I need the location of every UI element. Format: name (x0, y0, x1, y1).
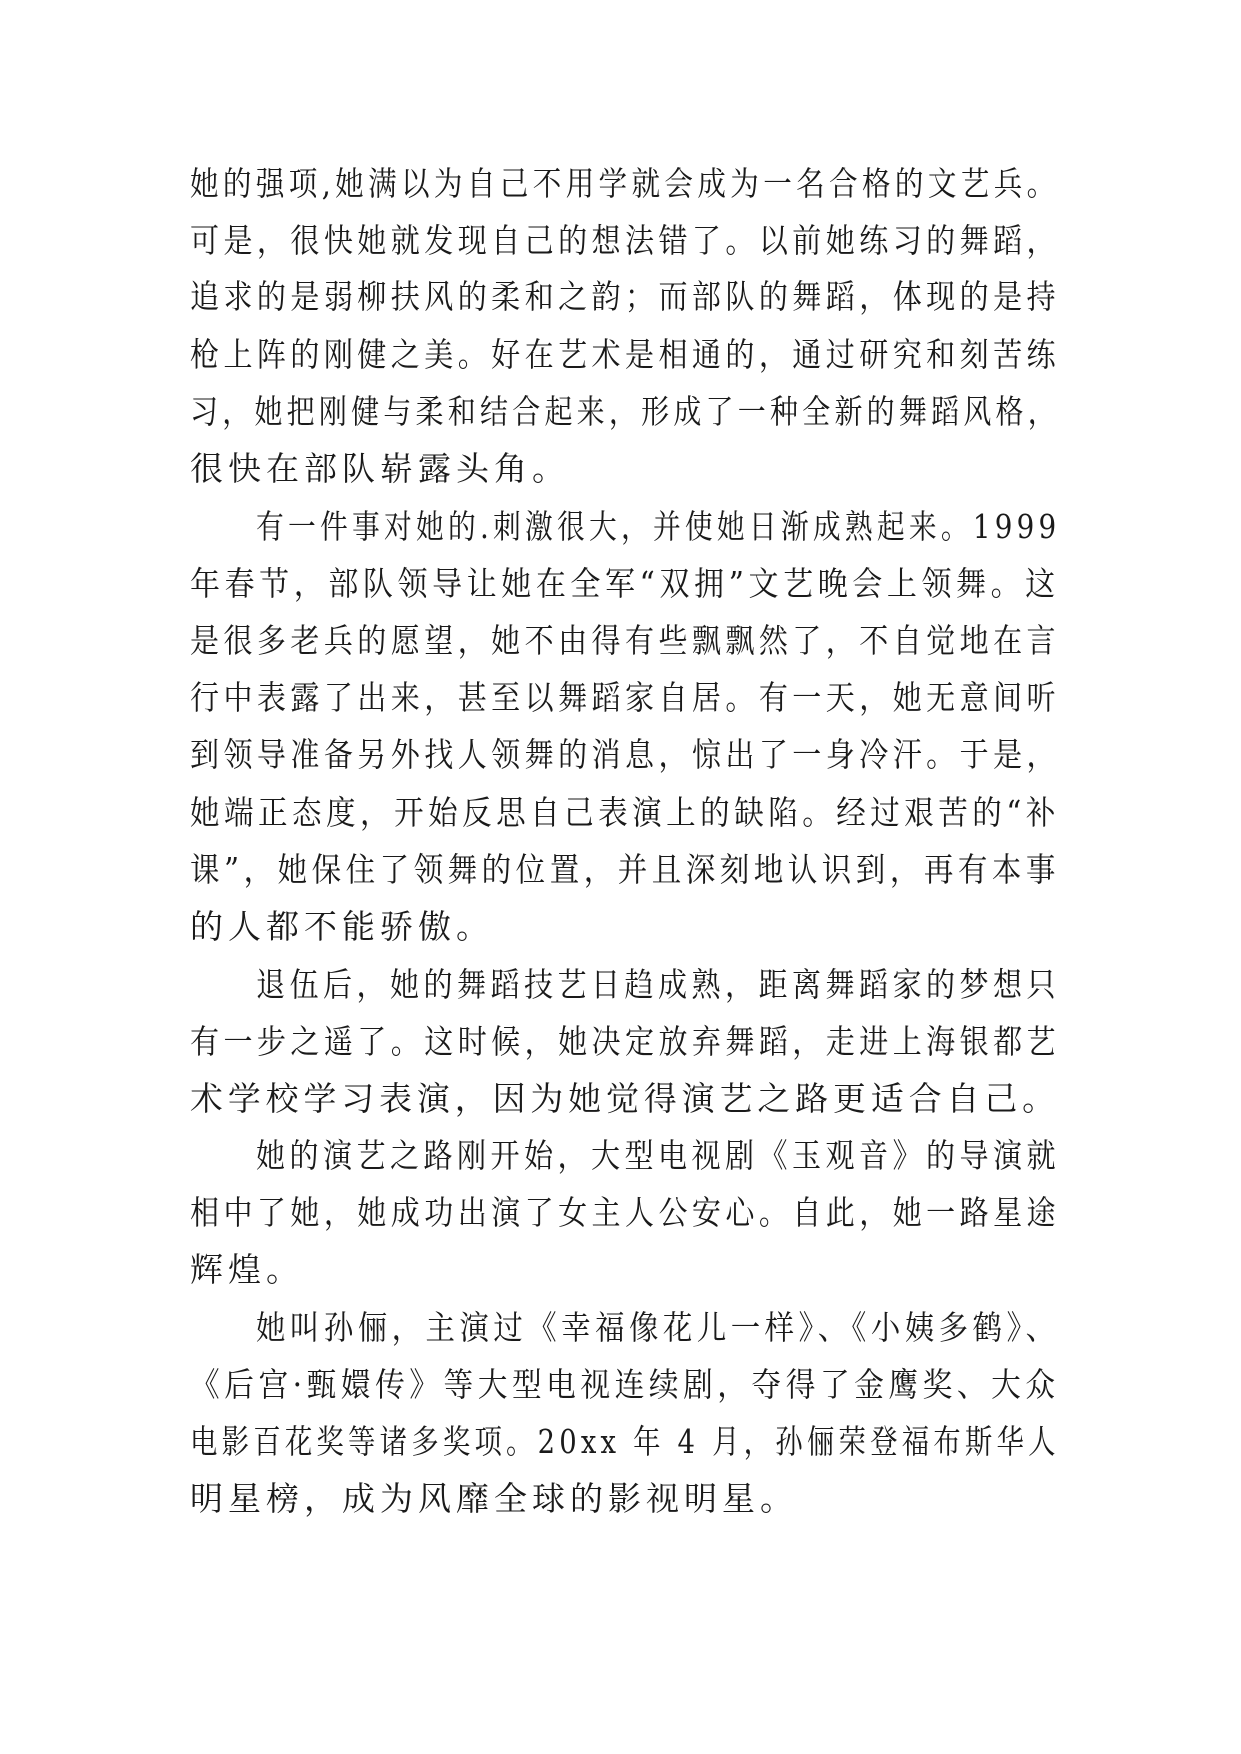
text-line: 有一件事对她的.刺激很大，并使她日渐成熟起来。1999 (256, 507, 1061, 546)
text-line: 她叫孙俪，主演过《幸福像花儿一样》、《小姨多鹤》、 (256, 1308, 1060, 1347)
text-line: 的人都不能骄傲。 (190, 907, 494, 946)
text-line: 很快在部队崭露头角。 (190, 449, 570, 488)
text-line: 辉煌。 (190, 1250, 304, 1289)
text-line: 课”，她保住了领舞的位置，并且深刻地认识到，再有本事 (190, 850, 1060, 889)
text-line: 行中表露了出来，甚至以舞蹈家自居。有一天，她无意间听 (190, 678, 1060, 717)
text-line: 她端正态度，开始反思自己表演上的缺陷。经过艰苦的“补 (190, 793, 1060, 832)
text-line: 有一步之遥了。这时候，她决定放弃舞蹈，走进上海银都艺 (190, 1022, 1060, 1061)
text-line: 术学校学习表演，因为她觉得演艺之路更适合自己。 (190, 1079, 1060, 1118)
text-line: 她的演艺之路刚开始，大型电视剧《玉观音》的导演就 (256, 1136, 1060, 1175)
text-line: 枪上阵的刚健之美。好在艺术是相通的，通过研究和刻苦练 (190, 335, 1060, 374)
text-line: 习，她把刚健与柔和结合起来，形成了一种全新的舞蹈风格， (190, 392, 1060, 431)
text-line: 追求的是弱柳扶风的柔和之韵；而部队的舞蹈，体现的是持 (190, 277, 1060, 316)
text-line: 明星榜，成为风靡全球的影视明星。 (190, 1479, 798, 1518)
text-line: 电影百花奖等诸多奖项。20xx 年 4 月，孙俪荣登福布斯华人 (190, 1422, 1060, 1461)
text-line: 年春节，部队领导让她在全军“双拥”文艺晚会上领舞。这 (190, 564, 1060, 603)
text-line: 是很多老兵的愿望，她不由得有些飘飘然了，不自觉地在言 (190, 621, 1060, 660)
text-line: 她的强项,她满以为自己不用学就会成为一名合格的文艺兵。 (190, 164, 1060, 203)
text-line: 可是，很快她就发现自己的想法错了。以前她练习的舞蹈， (190, 221, 1060, 260)
text-line: 相中了她，她成功出演了女主人公安心。自此，她一路星途 (190, 1193, 1060, 1232)
text-line: 到领导准备另外找人领舞的消息，惊出了一身冷汗。于是， (190, 735, 1060, 774)
text-line: 退伍后，她的舞蹈技艺日趋成熟，距离舞蹈家的梦想只 (256, 965, 1060, 1004)
text-line: 《后宫·甄嬛传》等大型电视连续剧，夺得了金鹰奖、大众 (190, 1365, 1060, 1404)
